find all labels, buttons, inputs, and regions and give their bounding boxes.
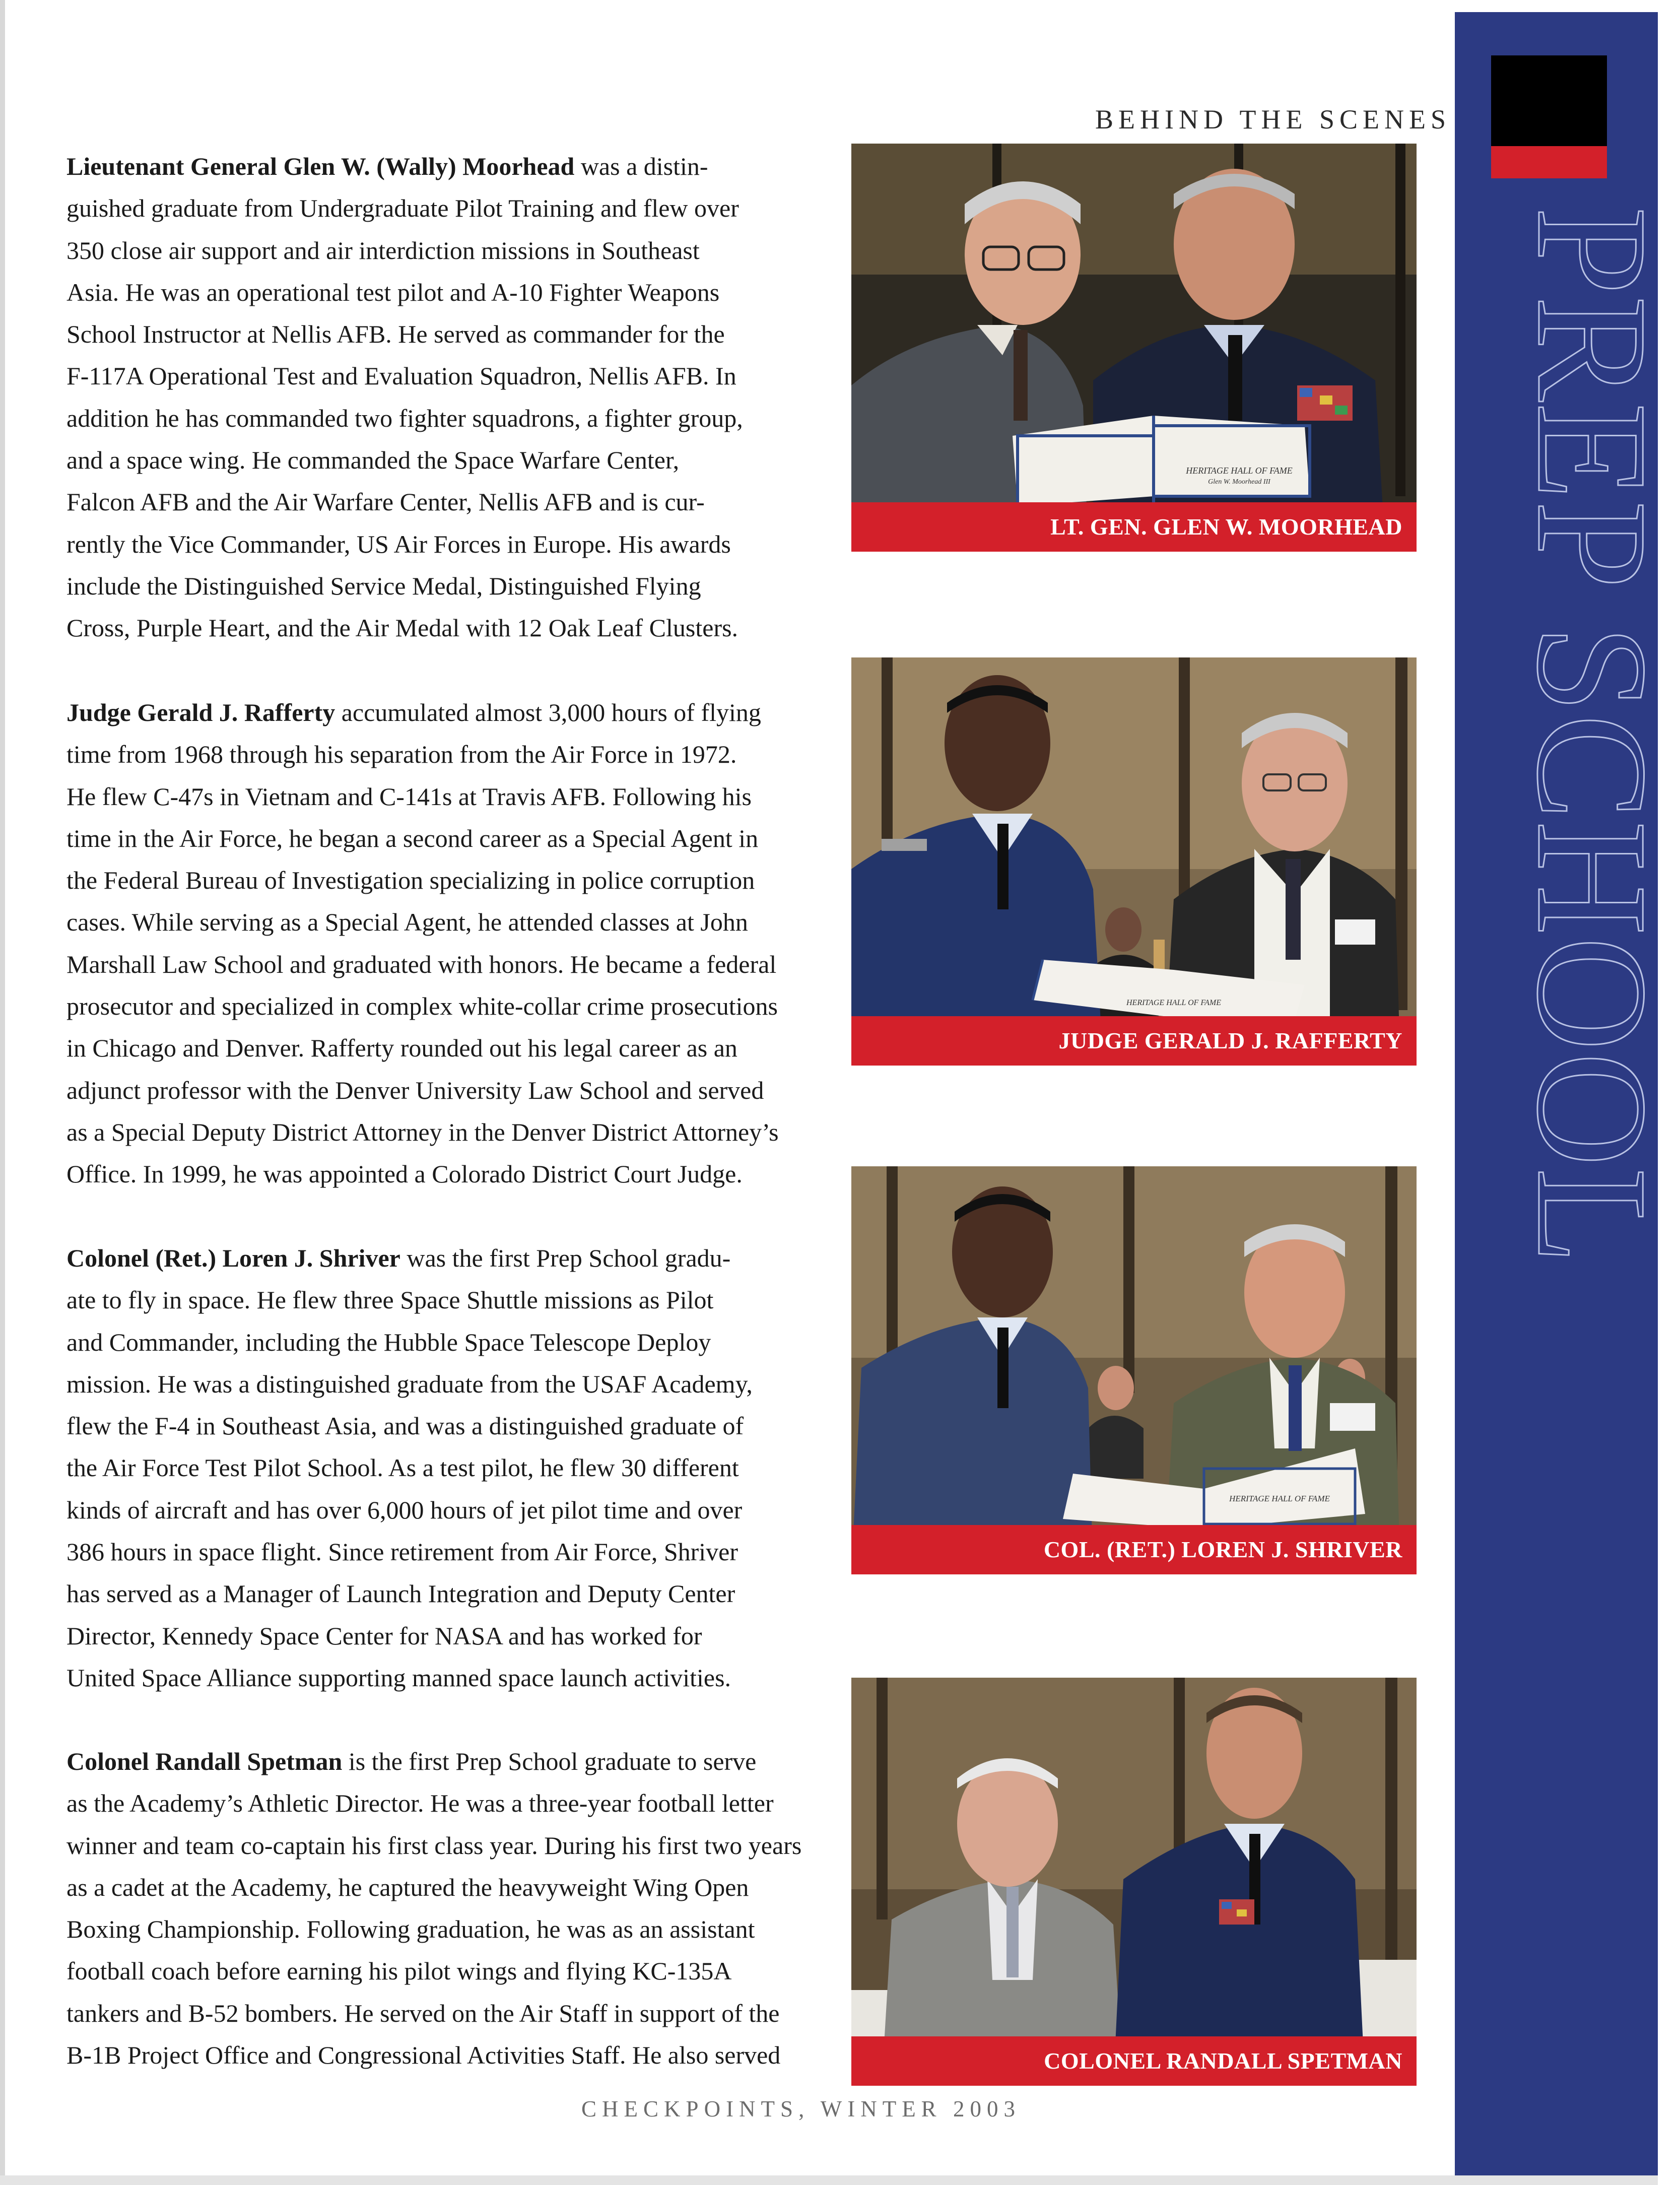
bio-rafferty <box>66 692 812 1196</box>
photo-scene <box>851 1678 1417 2086</box>
bio-shriver <box>66 1237 812 1699</box>
certificate-text: HERITAGE HALL OF FAME <box>1126 999 1221 1007</box>
bio-line: ate to fly in space. He flew three Space Shuttle missions as Pilot <box>66 1286 714 1314</box>
photo-caption: COL. (RET.) LOREN J. SHRIVER <box>851 1525 1417 1574</box>
bio-line: mission. He was a distinguished graduate from the USAF Academy, <box>66 1369 753 1398</box>
bio-line: football coach before earning his pilot wings and flying KC-135A <box>66 1957 732 1985</box>
bio-line: the Federal Bureau of Investigation specializing in police corruption <box>66 866 755 895</box>
bio-line: He flew C-47s in Vietnam and C-141s at Travis AFB. Following his <box>66 782 752 811</box>
bio-line: United Space Alliance supporting manned space launch activities. <box>66 1663 731 1692</box>
photo-rafferty <box>851 657 1417 1066</box>
bio-line: Cross, Purple Heart, and the Air Medal with 12 Oak Leaf Clusters. <box>66 614 738 642</box>
bio-line: and Commander, including the Hubble Space Telescope Deploy <box>66 1328 711 1356</box>
bio-line: Lieutenant General Glen W. (Wally) Moorhead was a distin- <box>66 152 708 180</box>
photo-caption: COLONEL RANDALL SPETMAN <box>851 2036 1417 2086</box>
photo-caption: LT. GEN. GLEN W. MOORHEAD <box>851 502 1417 552</box>
bio-line: F-117A Operational Test and Evaluation Squadron, Nellis AFB. In <box>66 362 736 390</box>
photo-scene <box>851 657 1417 1066</box>
photo-caption: JUDGE GERALD J. RAFFERTY <box>851 1016 1417 1066</box>
bio-line: prosecutor and specialized in complex white-collar crime prosecutions <box>66 992 778 1021</box>
bio-name: Colonel (Ret.) Loren J. Shriver <box>66 1244 400 1272</box>
bio-line: 350 close air support and air interdiction missions in Southeast <box>66 236 700 264</box>
bio-line: tankers and B-52 bombers. He served on the Air Staff in support of the <box>66 1999 780 2027</box>
bio-line: addition he has commanded two fighter squadrons, a fighter group, <box>66 404 743 432</box>
photo-spetman <box>851 1678 1417 2086</box>
bio-line: winner and team co-captain his first class year. During his first two years <box>66 1831 802 1860</box>
bio-line: Asia. He was an operational test pilot and A-10 Fighter Weapons <box>66 278 720 306</box>
band-black-block <box>1491 55 1607 146</box>
bio-line: kinds of aircraft and has over 6,000 hours of jet pilot time and over <box>66 1495 743 1524</box>
page-edge <box>0 2175 1658 2185</box>
bio-line: 386 hours in space flight. Since retirement from Air Force, Shriver <box>66 1538 738 1566</box>
bio-line: B-1B Project Office and Congressional Activities Staff. He also served <box>66 2041 781 2070</box>
bio-line: adjunct professor with the Denver University Law School and served <box>66 1076 764 1104</box>
bio-line: Director, Kennedy Space Center for NASA and has worked for <box>66 1621 702 1650</box>
bio-line: guished graduate from Undergraduate Pilot Training and flew over <box>66 194 739 223</box>
bio-moorhead <box>66 146 812 649</box>
bio-line: has served as a Manager of Launch Integration and Deputy Center <box>66 1579 735 1608</box>
bio-line: the Air Force Test Pilot School. As a test pilot, he flew 30 different <box>66 1453 739 1482</box>
bio-line: Judge Gerald J. Rafferty accumulated almost 3,000 hours of flying <box>66 698 761 726</box>
bio-line: flew the F-4 in Southeast Asia, and was a distinguished graduate of <box>66 1412 744 1440</box>
bio-line: as a cadet at the Academy, he captured the heavyweight Wing Open <box>66 1873 749 1901</box>
bio-line: Marshall Law School and graduated with honors. He became a federal <box>66 950 777 978</box>
bio-name: Lieutenant General Glen W. (Wally) Moorhead <box>66 152 575 180</box>
bio-line: School Instructor at Nellis AFB. He served as commander for the <box>66 320 725 349</box>
bio-line: in Chicago and Denver. Rafferty rounded out his legal career as an <box>66 1034 737 1063</box>
bio-line: as a Special Deputy District Attorney in the Denver District Attorney’s <box>66 1117 779 1146</box>
bio-name: Colonel Randall Spetman <box>66 1747 343 1775</box>
certificate-text: HERITAGE HALL OF FAME <box>1186 466 1293 476</box>
bio-spetman <box>66 1741 812 2076</box>
bio-name: Judge Gerald J. Rafferty <box>66 698 335 726</box>
page-edge <box>0 0 5 2185</box>
bio-line: and a space wing. He commanded the Space Warfare Center, <box>66 446 680 475</box>
bio-line: time in the Air Force, he began a second career as a Special Agent in <box>66 824 759 852</box>
photo-scene <box>851 144 1417 552</box>
band-red-block <box>1491 146 1607 178</box>
band-title: PREP SCHOOL <box>1504 207 1680 1266</box>
bio-line: Boxing Championship. Following graduation, he was as an assistant <box>66 1915 755 1944</box>
bio-line: as the Academy’s Athletic Director. He was a three-year football letter <box>66 1789 774 1818</box>
bio-line: Colonel Randall Spetman is the first Prep School graduate to serve <box>66 1747 757 1775</box>
bio-line: Office. In 1999, he was appointed a Colorado District Court Judge. <box>66 1160 743 1188</box>
photo-scene <box>851 1166 1417 1574</box>
section-header: BEHIND THE SCENES <box>1095 104 1451 135</box>
certificate-text: HERITAGE HALL OF FAME <box>1229 1494 1330 1503</box>
bio-line: rently the Vice Commander, US Air Forces in Europe. His awards <box>66 529 731 558</box>
bio-line: Colonel (Ret.) Loren J. Shriver was the first Prep School gradu- <box>66 1244 731 1272</box>
certificate-name: Glen W. Moorhead III <box>1208 478 1270 486</box>
bio-line: time from 1968 through his separation from the Air Force in 1972. <box>66 740 737 769</box>
photo-moorhead <box>851 144 1417 552</box>
bio-line: include the Distinguished Service Medal, Distinguished Flying <box>66 571 701 600</box>
page-footer: CHECKPOINTS, WINTER 2003 <box>581 2096 1021 2122</box>
photo-shriver <box>851 1166 1417 1574</box>
bio-line: cases. While serving as a Special Agent, he attended classes at John <box>66 908 748 937</box>
bio-line: Falcon AFB and the Air Warfare Center, Nellis AFB and is cur- <box>66 488 705 516</box>
